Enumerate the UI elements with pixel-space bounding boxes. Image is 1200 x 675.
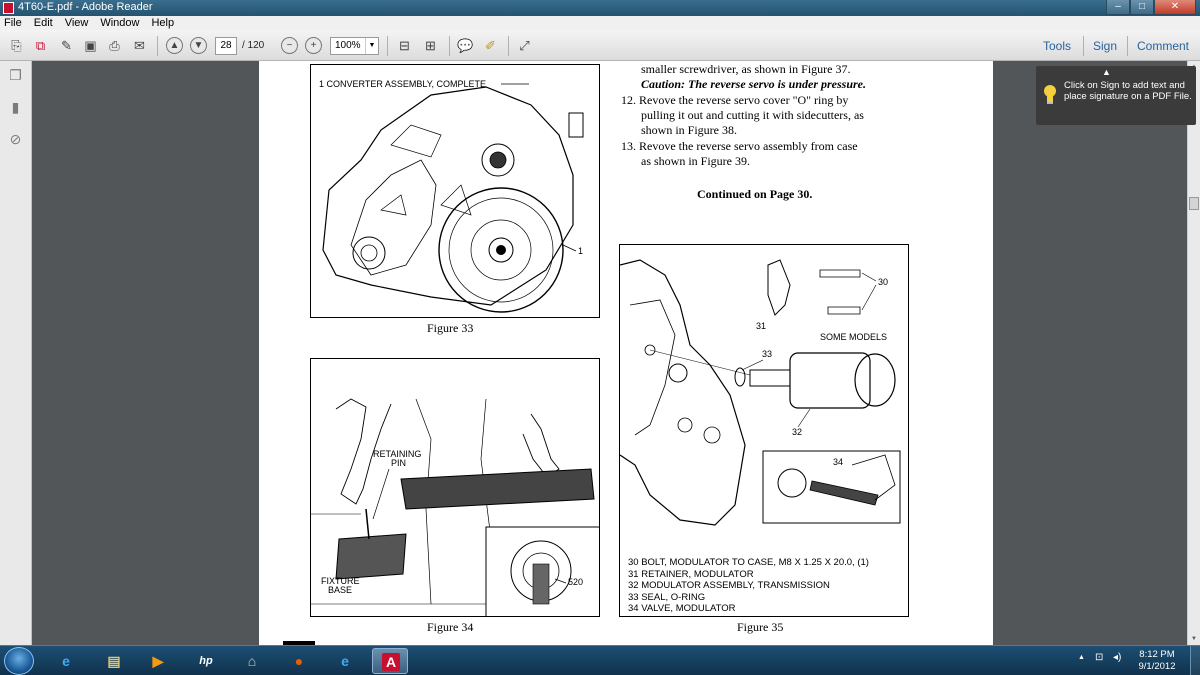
text-line-5: shown in Figure 38. [641,123,737,137]
sign-button[interactable]: Sign [1093,39,1118,53]
navigation-pane [0,61,32,645]
figure-33-caption: Figure 33 [427,321,474,335]
text-line-7: as shown in Figure 39. [641,154,750,168]
figure-33-drawing [311,65,600,318]
callout-34: 34 [833,457,844,467]
tools-button[interactable]: Tools [1043,39,1072,53]
menu-window[interactable]: Window [100,17,140,29]
figure-35-drawing [620,245,909,545]
legend-item-31: 31 RETAINER, MODULATOR [628,568,754,580]
figure-33-label: 1 CONVERTER ASSEMBLY, COMPLETE [319,79,487,89]
retaining-pin-label-1: RETAINING [373,449,422,459]
page-count: / 120 [242,40,265,51]
page-thumbnails-icon[interactable]: ❐ [9,67,22,83]
menu-view[interactable]: View [64,17,89,29]
maximize-button[interactable]: □ [1130,0,1154,15]
callout-31: 31 [756,321,767,331]
menu-edit[interactable]: Edit [33,17,53,29]
start-button[interactable] [4,647,34,675]
legend-item-34: 34 VALVE, MODULATOR [628,603,736,614]
window-controls [1106,0,1196,16]
text-step-13: 13. Revove the reverse servo assembly from case [621,139,858,153]
taskbar-file-explorer[interactable] [96,648,132,674]
menu-file[interactable]: File [4,17,22,29]
zoom-out-icon[interactable]: − [281,37,298,54]
figure-34-caption: Figure 34 [427,620,474,634]
figure-34 [310,358,600,617]
continued-note: Continued on Page 30. [697,187,813,201]
fit-page-icon[interactable]: ⊟ [399,38,410,53]
show-desktop-button[interactable] [1190,646,1200,675]
text-caution: Caution: The reverse servo is under pressure. [641,77,867,91]
lightbulb-icon [1043,84,1057,106]
media-player-icon: ▶ [152,653,164,669]
figure-34-callout: 520 [568,577,584,587]
taskbar [0,645,1200,675]
sign-tooltip [1036,66,1196,125]
figure-35-caption: Figure 35 [737,620,784,634]
zoom-value: 100% [335,40,361,51]
legend-item-32: 32 MODULATOR ASSEMBLY, TRANSMISSION [628,580,830,591]
zoom-select[interactable] [330,37,379,55]
menu-bar [0,16,1200,30]
figure-33-callout: 1 [578,246,584,256]
email-icon[interactable]: ✉ [134,38,145,53]
attachments-icon[interactable]: ⊘ [9,131,22,147]
taskbar-internet-explorer[interactable] [48,648,84,674]
text-step-12: 12. Revove the reverse servo cover "O" ring by [621,93,849,107]
adobe-reader-icon: A [382,653,400,671]
vertical-scrollbar[interactable] [1187,61,1200,645]
fixture-base-label-2: BASE [328,585,353,595]
volume-icon[interactable]: ◂) [1113,652,1122,663]
save-icon[interactable]: ▣ [84,38,97,53]
text-line-1: smaller screwdriver, as shown in Figure 37. [641,62,851,76]
clock[interactable] [1130,649,1184,673]
legend-item-30: 30 BOLT, MODULATOR TO CASE, M8 X 1.25 X 20.0, (1) [628,557,869,568]
taskbar-adobe-reader[interactable] [372,648,408,674]
chevron-down-icon[interactable]: ▼ [365,38,378,54]
toolbar-divider [157,36,158,56]
collapse-chevron-icon[interactable]: ▲ [1102,67,1111,77]
home-icon: ⌂ [247,653,257,669]
callout-30: 30 [878,277,889,287]
some-models-label: SOME MODELS [820,332,888,342]
toolbar-divider [1127,36,1128,56]
toolbar-divider [387,36,388,56]
figure-34-drawing [311,359,600,617]
taskbar-internet-explorer-2[interactable] [327,648,363,674]
legend-item-33: 33 SEAL, O-RING [628,591,706,603]
show-hidden-icons-icon[interactable]: ▲ [1078,654,1085,661]
create-pdf-icon[interactable]: ⎘ [11,38,22,53]
taskbar-media-player[interactable] [140,648,176,674]
taskbar-hp[interactable] [188,648,224,674]
toolbar-divider [449,36,450,56]
print-icon[interactable]: ⎙ [109,38,120,53]
fixture-base-label-1: FIXTURE [321,576,360,586]
scroll-down-icon[interactable]: ▼ [1191,636,1197,642]
figure-35-legend [628,557,869,615]
close-button[interactable]: ✕ [1154,0,1196,15]
taskbar-firefox[interactable] [281,648,317,674]
scroll-thumb[interactable] [1189,197,1199,210]
toolbar-divider [1083,36,1084,56]
folder-icon: ▤ [107,653,121,669]
clock-time: 8:12 PM [1139,649,1175,660]
highlight-icon[interactable]: ✐ [485,38,496,53]
menu-help[interactable]: Help [151,17,175,29]
previous-page-icon[interactable]: ▲ [166,37,183,54]
hp-icon: hp [199,655,213,667]
firefox-icon: ● [294,653,304,669]
bookmarks-icon[interactable]: ▮ [11,99,20,115]
toolbar [0,30,1200,61]
network-icon[interactable]: ⊡ [1095,652,1104,663]
document-viewport[interactable] [33,61,1187,645]
retaining-pin-label-2: PIN [391,458,407,468]
fit-width-icon[interactable]: ⊞ [425,38,436,53]
clock-date: 9/1/2012 [1138,661,1176,672]
comment-icon[interactable]: 💬 [457,38,474,53]
comment-button[interactable]: Comment [1137,39,1190,53]
internet-explorer-icon: e [341,653,349,669]
toolbar-divider [508,36,509,56]
internet-explorer-icon: e [62,653,70,669]
zoom-in-icon[interactable]: + [305,37,322,54]
callout-32: 32 [792,427,803,437]
expand-icon[interactable]: ⤢ [519,38,530,53]
adobe-reader-icon [3,2,14,14]
tooltip-message: Click on Sign to add text and place signature on a PDF File. [1064,80,1192,102]
export-pdf-icon[interactable]: ⧉ [35,38,46,53]
figure-33 [310,64,600,318]
next-page-icon[interactable]: ▼ [190,37,207,54]
window-title: 4T60-E.pdf - Adobe Reader [18,1,153,13]
pdf-page [259,61,993,645]
callout-33: 33 [762,349,773,359]
edit-pdf-icon[interactable]: ✎ [61,38,72,53]
title-bar [0,0,1200,16]
figure-35 [619,244,909,617]
minimize-button[interactable]: – [1106,0,1130,15]
text-line-4: pulling it out and cutting it with sidecutters, as [641,108,864,122]
page-number-input[interactable]: 28 [215,37,237,55]
taskbar-app-generic[interactable] [234,648,270,674]
